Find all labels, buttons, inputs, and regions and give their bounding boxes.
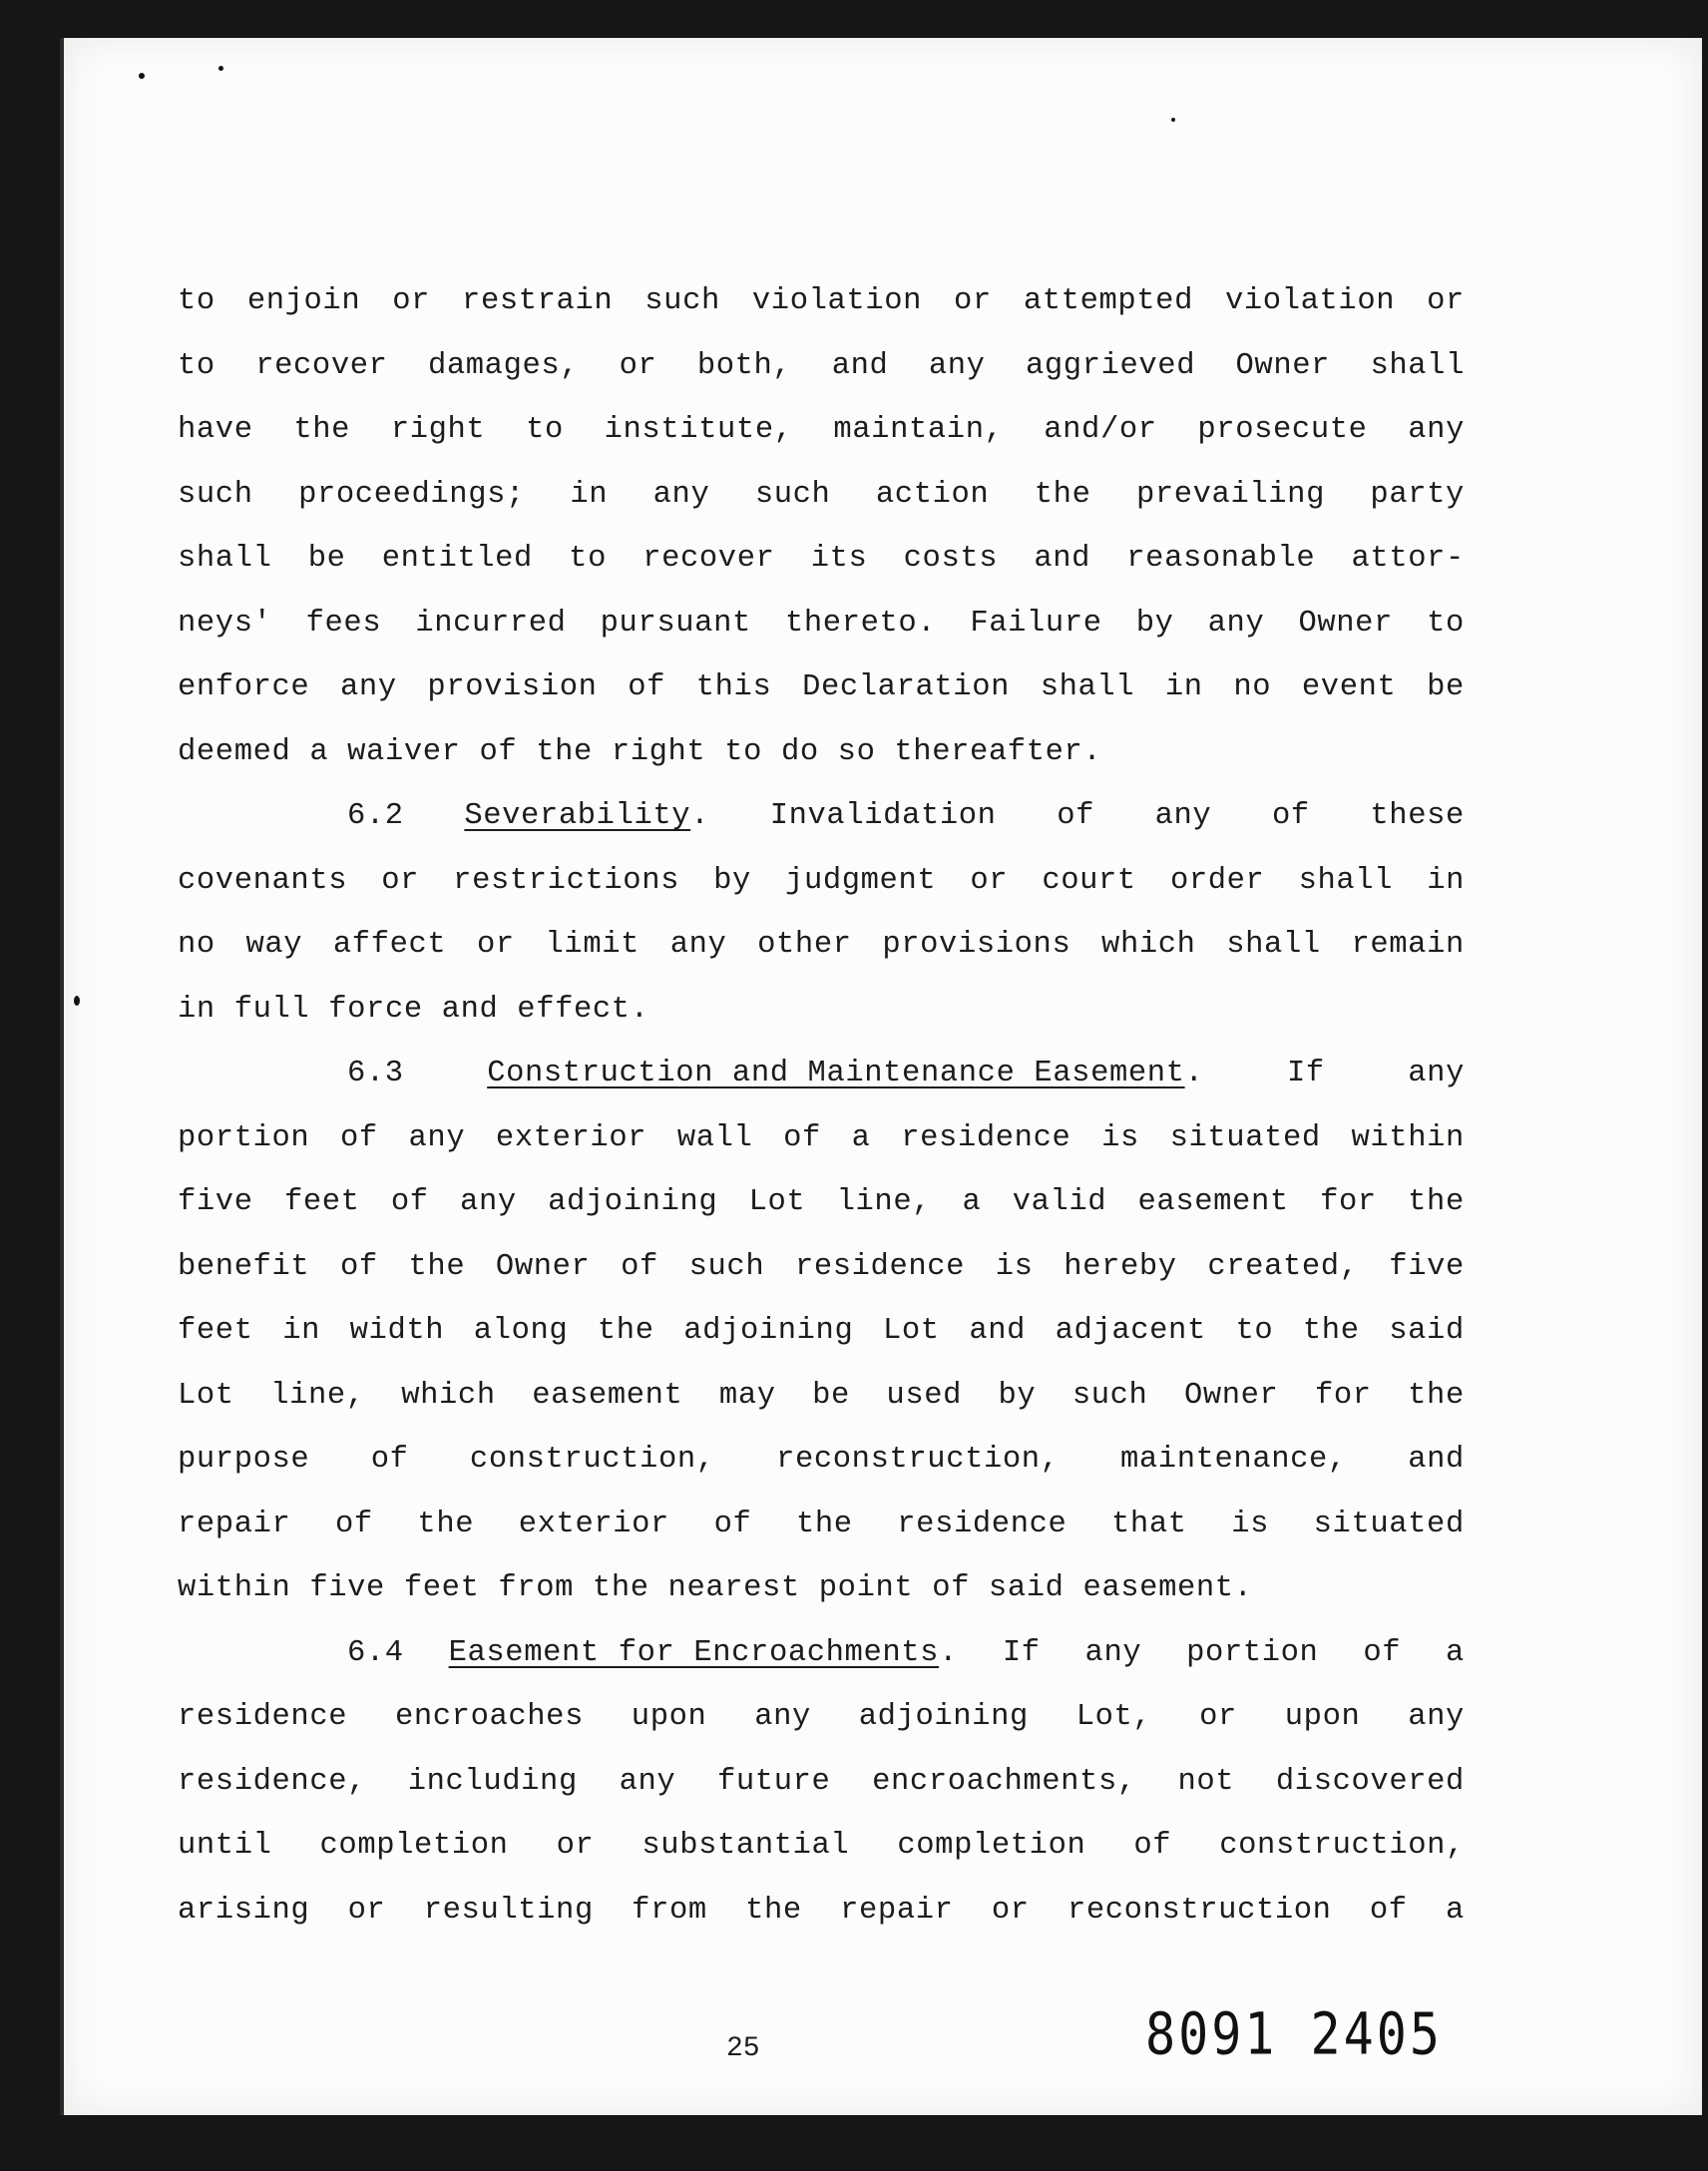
page-number: 25 (726, 2033, 760, 2064)
section-heading-line: 6.3 Construction and Maintenance Easement. If any (178, 1042, 1465, 1106)
text-line: covenants or restrictions by judgment or court order shall in (178, 863, 1465, 898)
text-line: deemed a waiver of the right to do so thereafter. (178, 734, 1102, 769)
section-heading: Easement for Encroachments (448, 1635, 940, 1670)
section-number: 6.4 (347, 1635, 404, 1670)
scan-speck (139, 73, 145, 79)
text-line: to enjoin or restrain such violation or attempted violation or (178, 284, 1465, 318)
text-line: neys' fees incurred pursuant thereto. Failure by any Owner to (178, 606, 1465, 641)
text-line: have the right to institute, maintain, and/or prosecute any (178, 413, 1465, 447)
text-line: within five feet from the nearest point of said easement. (178, 1571, 1253, 1605)
paragraph-continued (178, 269, 1465, 784)
text-line: portion of any exterior wall of a residence is situated within (178, 1120, 1465, 1155)
text-line: in full force and effect. (178, 992, 649, 1027)
text-line: no way affect or limit any other provisions which shall remain (178, 928, 1465, 962)
scan-speck (218, 66, 223, 71)
text-line: repair of the exterior of the residence that is situated (178, 1507, 1465, 1541)
document-body (178, 269, 1465, 1943)
text-line: Lot line, which easement may be used by such Owner for the (178, 1378, 1465, 1413)
scan-speck (1171, 118, 1175, 122)
section-6-3 (178, 1042, 1465, 1621)
section-heading-line: 6.4 Easement for Encroachments. If any portion of a (178, 1621, 1465, 1686)
text-line: until completion or substantial completion of construction, (178, 1829, 1465, 1863)
text-line: benefit of the Owner of such residence is hereby created, five (178, 1249, 1465, 1284)
section-heading: Severability (464, 799, 691, 833)
document-code: 8091 2405 (1145, 2000, 1443, 2068)
text-line: purpose of construction, reconstruction, maintenance, and (178, 1443, 1465, 1477)
scan-speck (74, 996, 80, 1006)
section-heading-line: 6.2 Severability. Invalidation of any of these (178, 784, 1465, 849)
section-number: 6.3 (347, 1057, 404, 1090)
section-number: 6.2 (347, 799, 404, 833)
text-line: arising or resulting from the repair or reconstruction of a (178, 1893, 1465, 1928)
text-line: residence, including any future encroachments, not discovered (178, 1764, 1465, 1799)
text-line: such proceedings; in any such action the prevailing party (178, 477, 1465, 512)
text-line: feet in width along the adjoining Lot and adjacent to the said (178, 1314, 1465, 1348)
text-line: shall be entitled to recover its costs and reasonable attor- (178, 542, 1465, 576)
text-line: five feet of any adjoining Lot line, a valid easement for the (178, 1185, 1465, 1219)
section-6-4 (178, 1621, 1465, 1944)
text-line: residence encroaches upon any adjoining Lot, or upon any (178, 1700, 1465, 1734)
section-6-2 (178, 784, 1465, 1042)
text-line: enforce any provision of this Declaration shall in no event be (178, 670, 1465, 704)
text-line: to recover damages, or both, and any aggrieved Owner shall (178, 348, 1465, 383)
section-heading: Construction and Maintenance Easement (487, 1057, 1185, 1090)
